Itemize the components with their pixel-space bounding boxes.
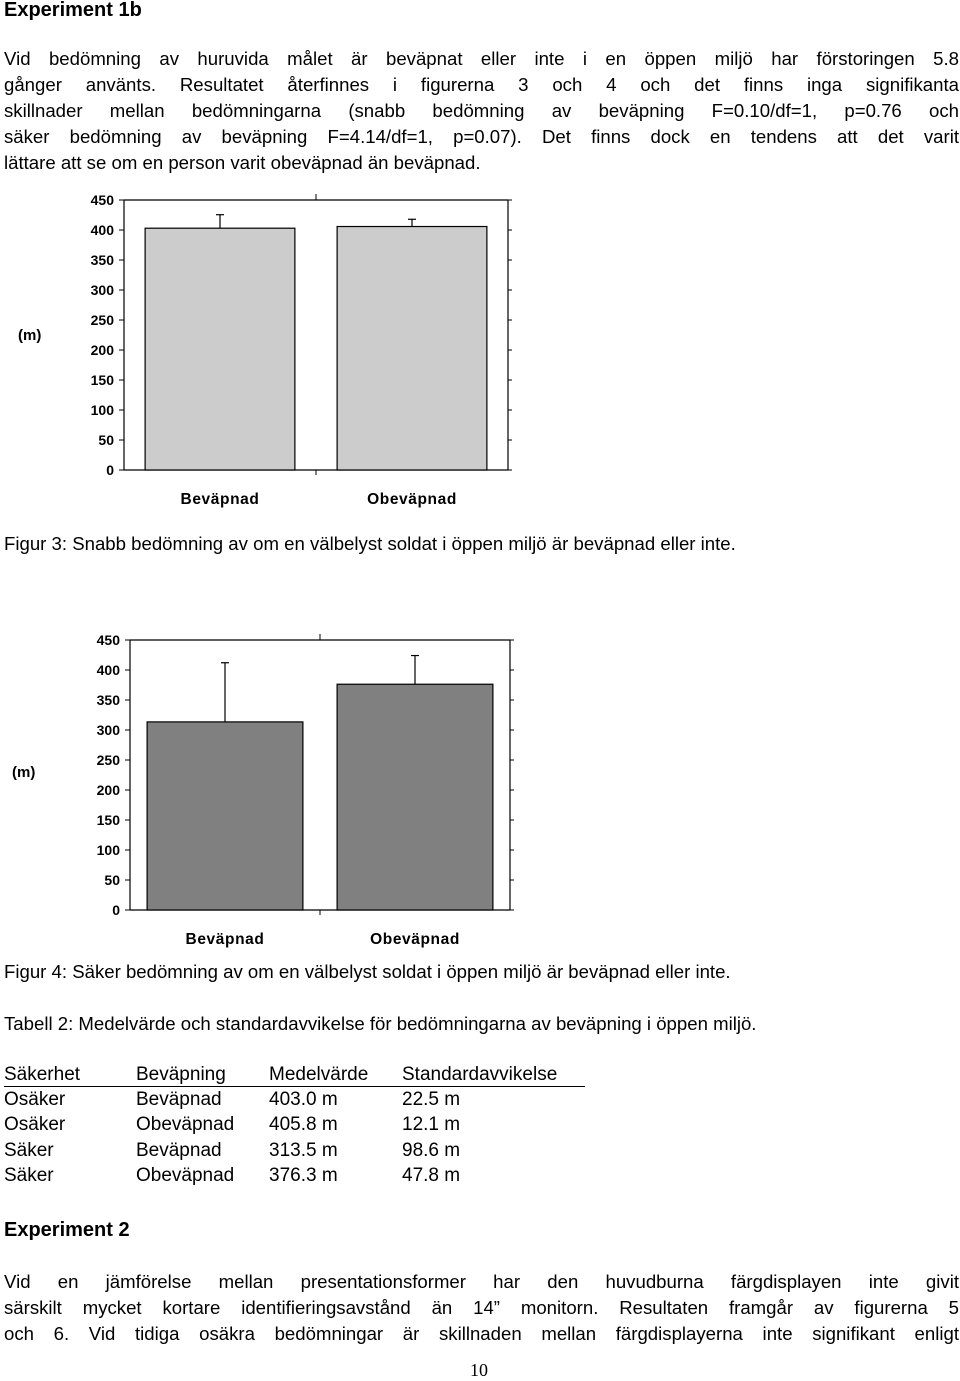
x-category-label: Obeväpnad	[367, 491, 457, 508]
table-cell: 47.8 m	[402, 1165, 461, 1187]
text-line: och 6. Vid tidiga osäkra bedömningar är skillnaden mellan färgdisplayerna inte signifikant enligt	[4, 1323, 959, 1344]
text-line: Vid en jämförelse mellan presentationsformer har den huvudburna färgdisplayen inte givit	[4, 1271, 959, 1292]
y-tick-label: 250	[96, 752, 120, 768]
figure-4-caption: Figur 4: Säker bedömning av om en välbelyst soldat i öppen miljö är beväpnad eller inte.	[4, 961, 731, 982]
y-tick-label: 50	[98, 432, 114, 448]
text-line: gånger använts. Resultatet återfinnes i figurerna 3 och 4 och det finns inga signifikanta	[4, 74, 959, 95]
table-row	[4, 1164, 585, 1190]
section-heading-experiment-2: Experiment 2	[4, 1219, 130, 1241]
figure-3-caption: Figur 3: Snabb bedömning av om en välbelyst soldat i öppen miljö är beväpnad eller inte.	[4, 533, 736, 554]
x-category-label: Obeväpnad	[370, 931, 460, 948]
y-tick-label: 150	[96, 812, 120, 828]
text-line: Vid bedömning av huruvida målet är beväpnat eller inte i en öppen miljö har förstoringen 5.8	[4, 48, 959, 69]
table-cell: Obeväpnad	[136, 1165, 235, 1187]
y-tick-label: 400	[96, 662, 120, 678]
y-tick-label: 100	[96, 842, 120, 858]
y-tick-label: 200	[90, 342, 114, 358]
table-cell: 22.5 m	[402, 1088, 461, 1110]
text-line: särskilt mycket kortare identifieringsavstånd än 14” monitorn. Resultaten framgår av figurerna 5	[4, 1297, 959, 1318]
y-tick-label: 450	[96, 632, 120, 648]
y-tick-label: 0	[112, 902, 120, 918]
table-cell: 376.3 m	[269, 1165, 338, 1187]
table-cell: Obeväpnad	[136, 1114, 235, 1136]
table-cell: Osäker	[4, 1114, 66, 1136]
y-tick-label: 350	[90, 252, 114, 268]
table-cell: 98.6 m	[402, 1139, 461, 1161]
table-cell: Osäker	[4, 1088, 66, 1110]
y-tick-label: 300	[90, 282, 114, 298]
table-cell: 313.5 m	[269, 1139, 338, 1161]
bar	[145, 228, 295, 470]
table-cell: 403.0 m	[269, 1088, 338, 1110]
table-header-row	[4, 1064, 585, 1087]
text-line: skillnader mellan bedömningarna (snabb bedömning av beväpning F=0.10/df=1, p=0.76 och	[4, 100, 959, 121]
table-cell: Beväpnad	[136, 1088, 222, 1110]
column-header: Standardavvikelse	[402, 1064, 585, 1087]
column-header: Medelvärde	[269, 1064, 402, 1087]
x-category-label: Beväpnad	[180, 491, 260, 508]
table-cell: Säker	[4, 1165, 54, 1187]
column-header: Beväpning	[136, 1064, 269, 1087]
figure-3-svg	[0, 185, 560, 515]
column-header: Säkerhet	[4, 1064, 136, 1087]
table-cell: 405.8 m	[269, 1114, 338, 1136]
results-table	[4, 1064, 585, 1189]
table-cell: Säker	[4, 1139, 54, 1161]
table-2-caption: Tabell 2: Medelvärde och standardavvikelse för bedömningarna av beväpning i öppen miljö.	[4, 1013, 757, 1034]
paragraph-experiment-1b	[4, 46, 959, 176]
y-tick-label: 100	[90, 402, 114, 418]
y-tick-label: 300	[96, 722, 120, 738]
y-tick-label: 200	[96, 782, 120, 798]
text-line: säker bedömning av beväpning F=4.14/df=1, p=0.07). Det finns dock en tendens att det varit	[4, 126, 959, 147]
table-cell: Beväpnad	[136, 1139, 222, 1161]
y-tick-label: 0	[106, 462, 114, 478]
table-cell: 12.1 m	[402, 1114, 461, 1136]
bar	[337, 684, 493, 910]
table-row	[4, 1113, 585, 1139]
figure-4-chart	[0, 624, 560, 950]
page-number: 10	[470, 1360, 488, 1380]
table-2	[4, 1064, 585, 1189]
figure-4-svg	[0, 624, 560, 950]
bar	[147, 722, 303, 910]
table-row	[4, 1138, 585, 1164]
y-tick-label: 350	[96, 692, 120, 708]
y-tick-label: 400	[90, 222, 114, 238]
section-heading-experiment-1b: Experiment 1b	[4, 0, 142, 21]
y-tick-label: 250	[90, 312, 114, 328]
y-tick-label: 50	[104, 872, 120, 888]
figure-4-y-axis-label: (m)	[12, 764, 36, 781]
bar	[337, 227, 487, 470]
x-category-label: Beväpnad	[185, 931, 265, 948]
y-tick-label: 150	[90, 372, 114, 388]
table-row	[4, 1087, 585, 1113]
paragraph-experiment-2	[4, 1269, 959, 1347]
text-line: lättare att se om en person varit obeväpnad än beväpnad.	[4, 152, 481, 173]
y-tick-label: 450	[90, 192, 114, 208]
figure-3-y-axis-label: (m)	[18, 327, 42, 344]
figure-3-chart	[0, 185, 560, 515]
